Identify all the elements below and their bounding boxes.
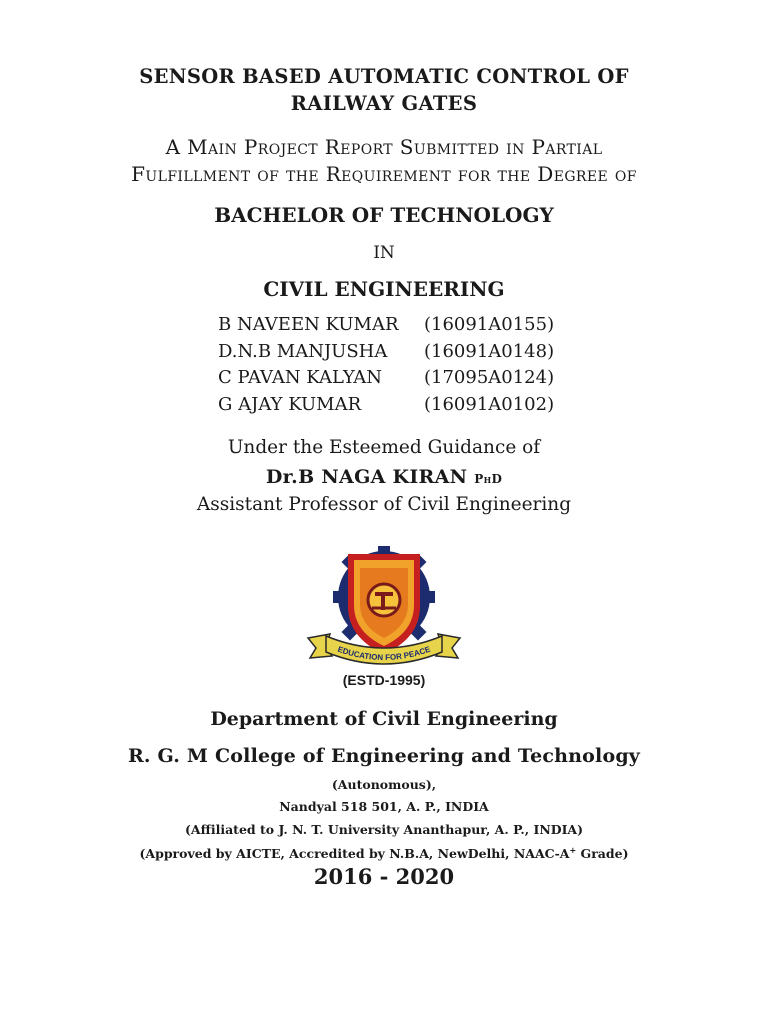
- student-roll-number: (17095A0124): [424, 367, 555, 388]
- student-row: [218, 339, 554, 366]
- department-name: Department of Civil Engineering: [210, 708, 558, 730]
- guide-designation: Assistant Professor of Civil Engineering: [196, 494, 572, 515]
- affiliation-text: (Affiliated to J. N. T. University Ananthapur, A. P., INDIA): [184, 822, 584, 837]
- student-roll-number: (16091A0102): [424, 393, 555, 415]
- college-logo-icon: [304, 542, 464, 692]
- guide-degree: PhD: [474, 472, 503, 486]
- autonomous-status: (Autonomous),: [331, 777, 437, 792]
- report-title-line-1: SENSOR BASED AUTOMATIC CONTROL OF: [139, 65, 629, 88]
- college-address: Nandyal 518 501, A. P., INDIA: [279, 799, 489, 814]
- student-name: D.N.B MANJUSHA: [218, 340, 388, 362]
- subtitle-line-2: Fulfillment of the Requirement for the Degree of: [131, 162, 637, 186]
- approval-text: [0, 845, 768, 861]
- student-roll-number: (16091A0155): [424, 314, 555, 335]
- approval-prefix: (Approved by AICTE, Accredited by N.B.A, NewDelhi, NAAC-A: [139, 846, 570, 862]
- approval-suffix: Grade): [576, 846, 629, 862]
- guidance-label: Under the Esteemed Guidance of: [227, 437, 541, 458]
- in-word: IN: [373, 243, 395, 263]
- ribbon-text: EDUCATION FOR PEACE: [336, 644, 432, 663]
- subtitle-line-1: A Main Project Report Submitted in Partial: [165, 135, 603, 159]
- guide-name-line: [0, 466, 768, 488]
- student-list: [218, 312, 554, 418]
- student-roll-number: (16091A0148): [424, 340, 555, 362]
- student-row: [218, 312, 554, 339]
- student-row: [218, 392, 554, 419]
- report-title: [0, 63, 768, 117]
- college-name: R. G. M College of Engineering and Technology: [127, 745, 641, 767]
- student-name: B NAVEEN KUMAR: [218, 314, 399, 335]
- branch-name: CIVIL ENGINEERING: [263, 277, 505, 301]
- student-row: [218, 365, 554, 392]
- guide-name: Dr.B NAGA KIRAN: [265, 466, 468, 488]
- student-name: C PAVAN KALYAN: [218, 367, 383, 388]
- estd-text: (ESTD-1995): [342, 672, 426, 688]
- student-name: G AJAY KUMAR: [218, 393, 362, 415]
- naac-grade-plus: +: [569, 845, 577, 855]
- report-title-line-2: RAILWAY GATES: [290, 92, 478, 115]
- report-subtitle: [0, 134, 768, 188]
- degree-name: BACHELOR OF TECHNOLOGY: [214, 203, 554, 227]
- academic-years: 2016 - 2020: [313, 864, 455, 889]
